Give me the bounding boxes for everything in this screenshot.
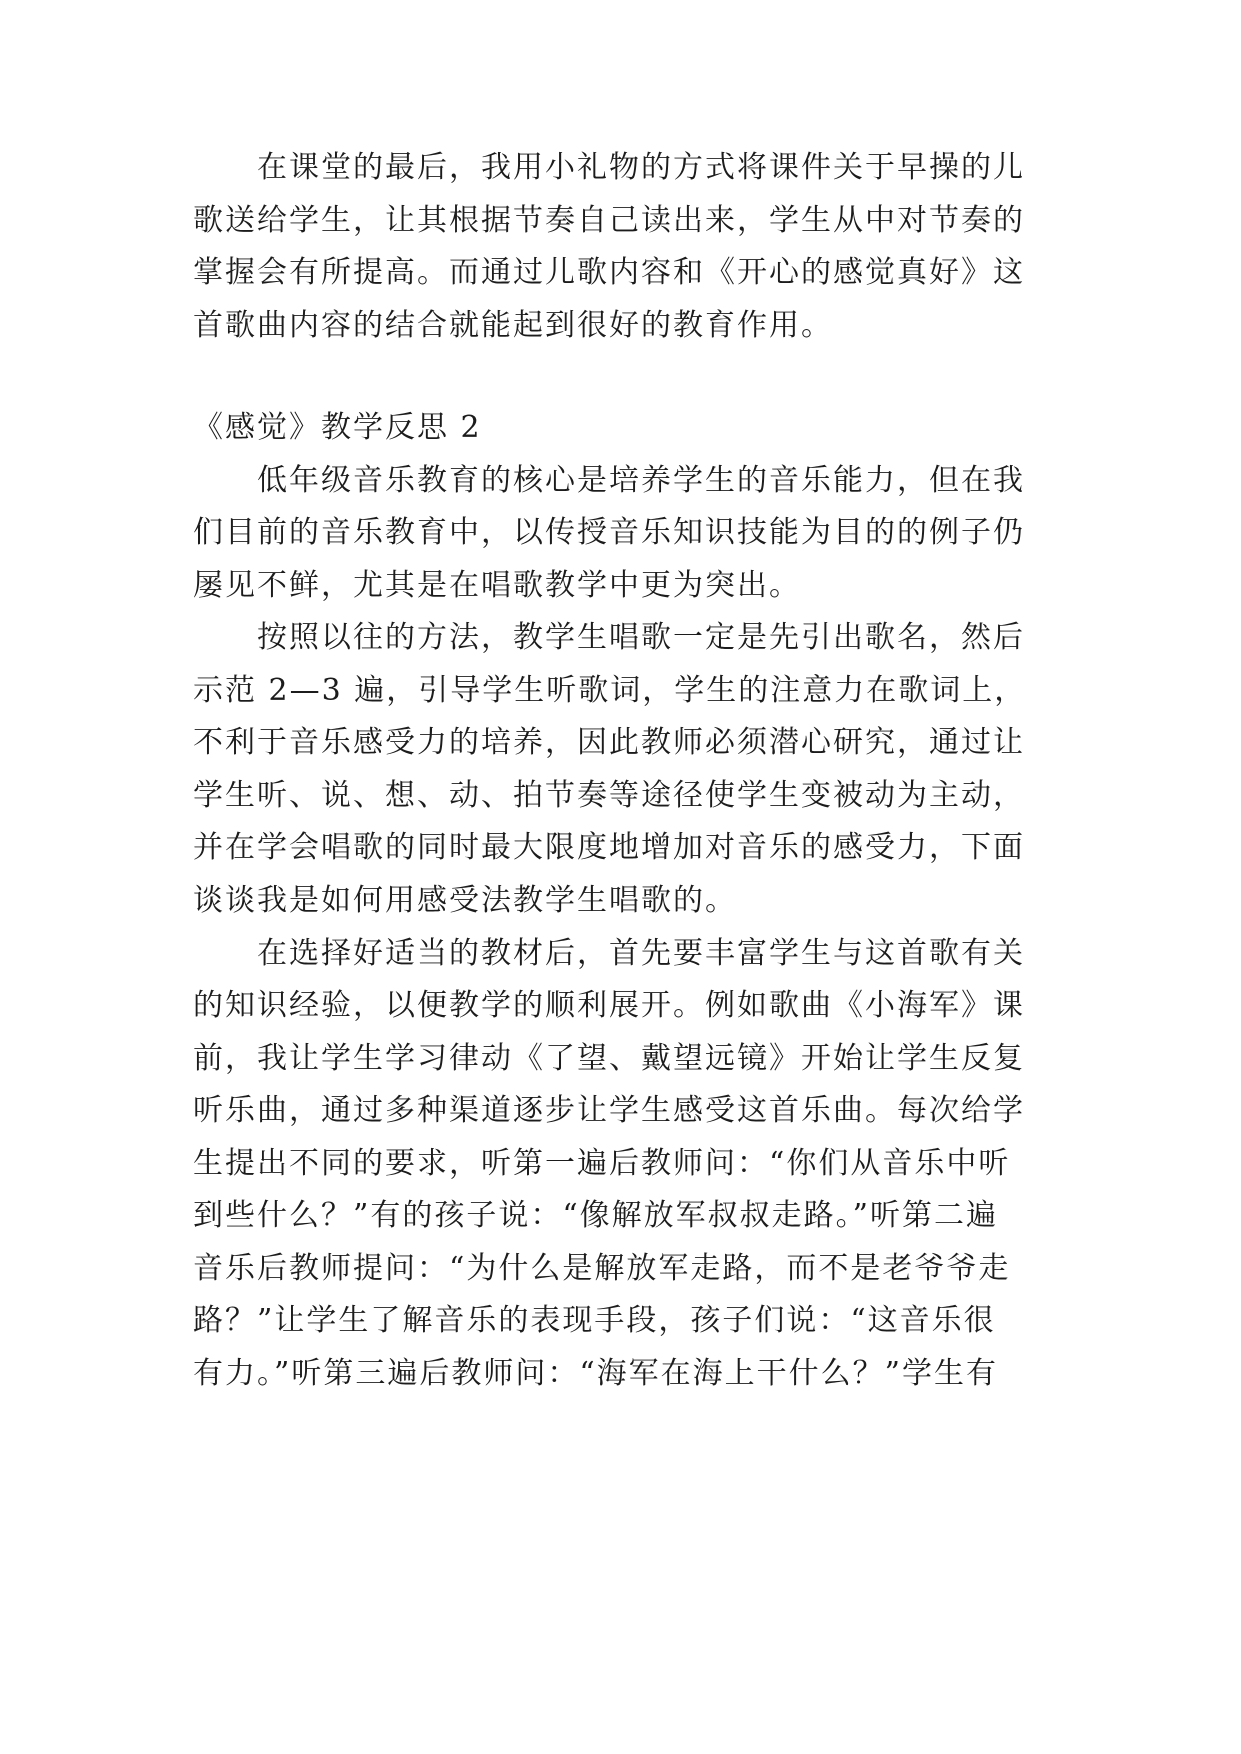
paragraph-line: 前，我让学生学习律动《了望、戴望远镜》开始让学生反复 [193, 1041, 1025, 1076]
paragraph-line: 在选择好适当的教材后，首先要丰富学生与这首歌有关 [257, 936, 1025, 971]
paragraph-line: 屡见不鲜，尤其是在唱歌教学中更为突出。 [193, 568, 801, 603]
paragraph-line: 的知识经验，以便教学的顺利展开。例如歌曲《小海军》课 [193, 988, 1025, 1023]
paragraph-line: 们目前的音乐教育中，以传授音乐知识技能为目的的例子仍 [193, 515, 1025, 550]
paragraph-line: 音乐后教师提问：“为什么是解放军走路，而不是老爷爷走 [193, 1251, 1011, 1286]
paragraph-line: 路？”让学生了解音乐的表现手段，孩子们说：“这音乐很 [193, 1303, 996, 1338]
paragraph-line: 听乐曲，通过多种渠道逐步让学生感受这首乐曲。每次给学 [193, 1093, 1025, 1128]
section-heading: 《感觉》教学反思 2 [193, 410, 482, 445]
paragraph-line: 歌送给学生，让其根据节奏自己读出来，学生从中对节奏的 [193, 203, 1025, 238]
paragraph-line: 在课堂的最后，我用小礼物的方式将课件关于早操的儿 [257, 150, 1025, 185]
paragraph-line: 谈谈我是如何用感受法教学生唱歌的。 [193, 883, 737, 918]
document-page [193, 0, 1051, 1754]
paragraph-line: 掌握会有所提高。而通过儿歌内容和《开心的感觉真好》这 [193, 255, 1025, 290]
paragraph-line: 按照以往的方法，教学生唱歌一定是先引出歌名，然后 [257, 620, 1025, 655]
paragraph-line: 不利于音乐感受力的培养，因此教师必须潜心研究，通过让 [193, 725, 1025, 760]
paragraph-line: 首歌曲内容的结合就能起到很好的教育作用。 [193, 308, 833, 343]
paragraph-line: 并在学会唱歌的同时最大限度地增加对音乐的感受力，下面 [193, 830, 1025, 865]
paragraph-line: 生提出不同的要求，听第一遍后教师问：“你们从音乐中听 [193, 1146, 1011, 1181]
paragraph-line: 示范 2—3 遍，引导学生听歌词，学生的注意力在歌词上， [193, 673, 1027, 708]
paragraph-line: 到些什么？”有的孩子说：“像解放军叔叔走路。”听第二遍 [193, 1198, 999, 1233]
paragraph-line: 低年级音乐教育的核心是培养学生的音乐能力，但在我 [257, 463, 1025, 498]
paragraph-line: 有力。”听第三遍后教师问：“海军在海上干什么？”学生有 [193, 1356, 999, 1391]
paragraph-line: 学生听、说、想、动、拍节奏等途径使学生变被动为主动， [193, 778, 1025, 813]
